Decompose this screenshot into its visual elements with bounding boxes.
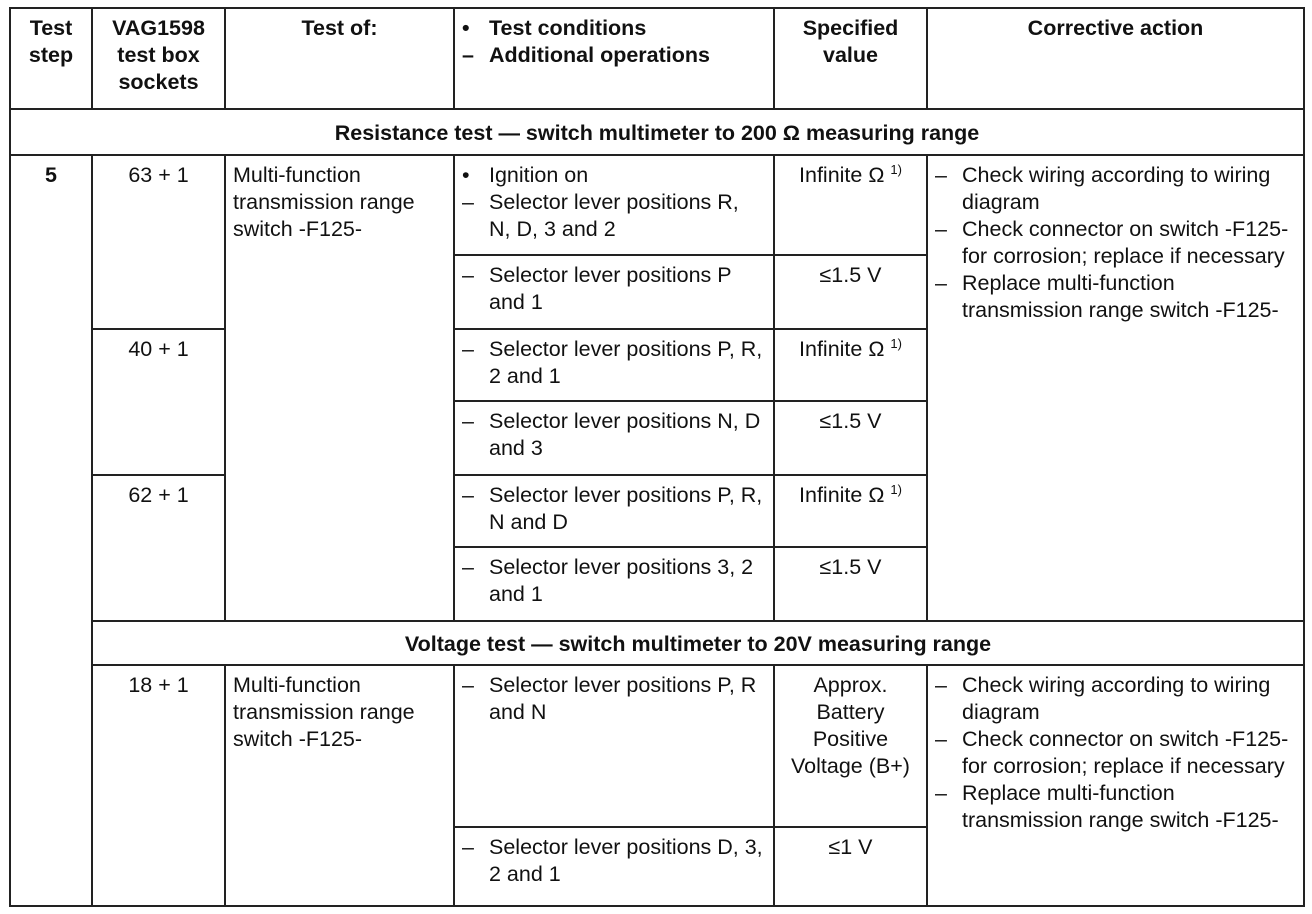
resistance-section-title: Resistance test — switch multimeter to 200 Ω measuring range (10, 109, 1304, 155)
condition-text: Selector lever positions 3, 2 and 1 (489, 555, 754, 606)
footnote-marker: 1) (890, 335, 902, 351)
table-row (10, 155, 1304, 255)
header-test-step: Test step (10, 8, 92, 109)
condition-text: Selector lever positions P, R and N (489, 673, 757, 724)
component-cell: Multi-function transmission range switch -F125- (225, 665, 454, 906)
socket-cell: 62 + 1 (92, 475, 225, 621)
header-specified-value: Specified value (774, 8, 927, 109)
condition-text: Selector lever positions R, N, D, 3 and 2 (489, 190, 739, 241)
specified-value-cell: ≤1.5 V (774, 255, 927, 329)
corrective-action-text: Check connector on switch -F125- for corrosion; replace if necessary (962, 727, 1289, 778)
socket-cell: 63 + 1 (92, 155, 225, 329)
header-conditions (454, 8, 774, 109)
condition-text: Selector lever positions P, R, 2 and 1 (489, 337, 763, 388)
corrective-action-cell: – Check wiring according to wiring diagram – Check connector on switch -F125- for corrosion; replace if necessary – Replace multi-function transmission range switch -F125- (927, 155, 1304, 621)
footnote-marker: 1) (890, 161, 902, 177)
corrective-action-cell: – Check wiring according to wiring diagram – Check connector on switch -F125- for corrosion; replace if necessary – Replace multi-function transmission range switch -F125- (927, 665, 1304, 906)
condition-text: Selector lever positions P, R, N and D (489, 483, 763, 534)
corrective-action-text: Check wiring according to wiring diagram (962, 673, 1271, 724)
specified-value-cell: ≤1.5 V (774, 547, 927, 621)
header-row (10, 8, 1304, 109)
socket-cell: 40 + 1 (92, 329, 225, 475)
specified-value-cell: Infinite Ω $^{1)}$ (774, 329, 927, 401)
specified-value-cell: ≤1 V (774, 827, 927, 906)
condition-text: Selector lever positions D, 3, 2 and 1 (489, 835, 763, 886)
condition-cell: – Selector lever positions P, R and N (454, 665, 774, 827)
corrective-action-text: Replace multi-function transmission range switch -F125- (962, 271, 1279, 322)
specified-value-cell: Infinite Ω $^{1)}$ (774, 475, 927, 547)
corrective-action-text: Check wiring according to wiring diagram (962, 163, 1271, 214)
resistance-section-row (10, 109, 1304, 155)
specified-value-cell: Infinite Ω $^{1)}$ (774, 155, 927, 255)
voltage-section-title: Voltage test — switch multimeter to 20V measuring range (92, 621, 1304, 665)
condition-text: Ignition on (489, 163, 589, 187)
condition-text: Selector lever positions P and 1 (489, 263, 732, 314)
test-step-number: 5 (10, 155, 92, 906)
footnote-marker: 1) (890, 481, 902, 497)
test-table (9, 7, 1305, 907)
component-cell: Multi-function transmission range switch -F125- (225, 155, 454, 621)
header-conditions-line1: • Test conditions (462, 16, 647, 40)
condition-cell: – Selector lever positions P, R, N and D (454, 475, 774, 547)
header-test-of: Test of: (225, 8, 454, 109)
condition-cell: – Selector lever positions D, 3, 2 and 1 (454, 827, 774, 906)
condition-cell: • Ignition on – Selector lever positions R, N, D, 3 and 2 (454, 155, 774, 255)
condition-cell: – Selector lever positions 3, 2 and 1 (454, 547, 774, 621)
condition-cell: – Selector lever positions P and 1 (454, 255, 774, 329)
specified-value-cell: ≤1.5 V (774, 401, 927, 475)
table-row (10, 665, 1304, 827)
condition-text: Selector lever positions N, D and 3 (489, 409, 761, 460)
header-conditions-line2: – Additional operations (462, 43, 710, 67)
corrective-action-text: Replace multi-function transmission range switch -F125- (962, 781, 1279, 832)
voltage-section-row (10, 621, 1304, 665)
header-sockets: VAG1598 test box sockets (92, 8, 225, 109)
specified-value-cell: Approx. Battery Positive Voltage (B+) (774, 665, 927, 827)
header-corrective-action: Corrective action (927, 8, 1304, 109)
condition-cell: – Selector lever positions N, D and 3 (454, 401, 774, 475)
socket-cell: 18 + 1 (92, 665, 225, 906)
corrective-action-text: Check connector on switch -F125- for corrosion; replace if necessary (962, 217, 1289, 268)
condition-cell: – Selector lever positions P, R, 2 and 1 (454, 329, 774, 401)
